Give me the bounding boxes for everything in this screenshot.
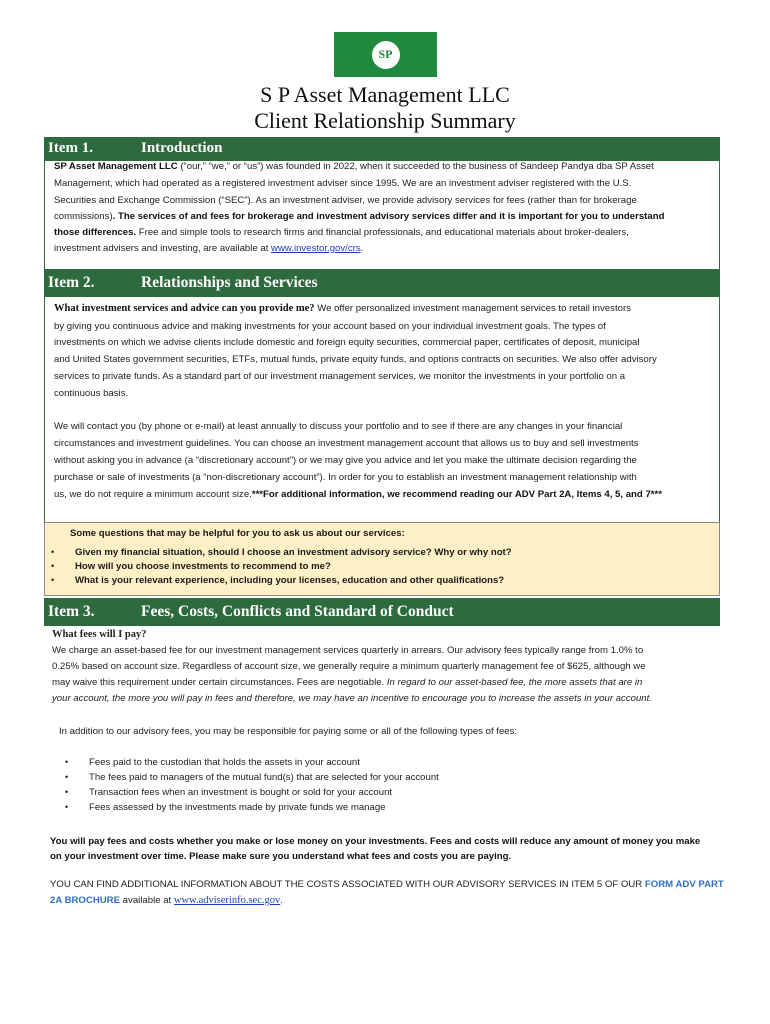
item2-question: What investment services and advice can you provide me?	[54, 303, 315, 314]
item2-header	[44, 269, 720, 297]
form-adv-link-cont[interactable]: 2A BROCHURE	[50, 895, 121, 906]
item3-line: We charge an asset-based fee for our investment management services quarterly in arrears. Our advisory fees typically range from 1.0% to	[52, 645, 644, 656]
fee-item: The fees paid to managers of the mutual fund(s) that are selected for your account	[89, 772, 439, 783]
item2-line: services to private funds. As a standard part of our investment management services, we monitor the investments in your portfolio on a	[54, 371, 626, 382]
item2-number: Item 2.	[48, 274, 95, 291]
item1-text: .	[360, 243, 364, 254]
form-adv-link[interactable]: FORM ADV PART	[644, 879, 724, 890]
item3-text: YOU CAN FIND ADDITIONAL INFORMATION ABOUT THE COSTS ASSOCIATED WITH OUR ADVISORY SERVICES IN ITEM 5 OF OUR	[50, 879, 645, 890]
item3-line	[50, 876, 724, 893]
fee-item: Fees paid to the custodian that holds the assets in your account	[89, 757, 360, 768]
logo	[334, 32, 437, 77]
item2-text: us, we do not require a minimum account size.	[54, 489, 252, 500]
fee-item: Transaction fees when an investment is bought or sold for your account	[89, 787, 393, 798]
questions-box	[44, 522, 720, 596]
item3-line: In addition to our advisory fees, you may be responsible for paying some or all of the following types of fees:	[59, 726, 518, 737]
bullet: •	[65, 772, 69, 782]
bullet: •	[51, 575, 55, 585]
item1-bold-text: . The services of and fees for brokerage and investment advisory services differ and it is important for you to understand	[112, 211, 665, 222]
bullet: •	[51, 561, 55, 571]
item1-line: Management, which had operated as a registered investment adviser since 1995. We are an investment adviser registered with the U.S.	[54, 178, 632, 189]
adviserinfo-link[interactable]: www.adviserinfo.sec.gov	[173, 895, 281, 906]
item1-line	[54, 158, 654, 175]
item2-bold-text: ***For additional information, we recommend reading our ADV Part 2A, Items 4, 5, and 7***	[251, 489, 662, 500]
questions-header: Some questions that may be helpful for you to ask us about our services:	[70, 528, 405, 539]
investor-gov-link[interactable]: www.investor.gov/crs	[271, 243, 361, 254]
question-item: Given my financial situation, should I choose an investment advisory service? Why or why not?	[75, 547, 512, 558]
item3-italic-text: In regard to our asset-based fee, the more assets that are in	[386, 677, 643, 688]
bullet: •	[65, 757, 69, 767]
item1-title: Introduction	[141, 140, 223, 156]
item3-italic-text: your account, the more you will pay in fees and therefore, we may have an incentive to encourage you to increase the assets in your account.	[52, 693, 652, 704]
item2-line: by giving you continuous advice and making investments for your account based on your individual investment goals. The types of	[54, 321, 606, 332]
bullet: •	[65, 802, 69, 812]
item2-line: continuous basis.	[54, 388, 129, 399]
item2-text: We offer personalized investment management services to retail investors	[314, 303, 631, 314]
item1-line	[54, 240, 363, 257]
item3-title: Fees, Costs, Conflicts and Standard of Conduct	[141, 603, 454, 620]
bullet: •	[51, 547, 55, 557]
item3-text: .	[280, 895, 283, 906]
item1-line	[54, 208, 664, 225]
item3-text: may waive this requirement under certain circumstances. Fees are negotiable.	[52, 677, 387, 688]
page-subtitle: Client Relationship Summary	[254, 108, 516, 133]
item3-line: 0.25% based on account size. Regardless of account size, we generally require a minimum quarterly management fee of $625, although we	[52, 661, 646, 672]
bullet: •	[65, 787, 69, 797]
item3-text: available at	[120, 895, 174, 906]
item1-text: Free and simple tools to research firms and financial professionals, and educational materials about broker-dealers,	[136, 227, 629, 238]
fees-warning-line: You will pay fees and costs whether you make or lose money on your investments. Fees and costs will reduce any amount of money you make	[50, 836, 701, 847]
item2-line	[54, 300, 631, 317]
item2-line: purchase or sale of investments (a “non-discretionary account”). In order for you to establish an investment management relationship with	[54, 472, 637, 483]
firm-name: SP Asset Management LLC	[54, 161, 178, 172]
page-title: S P Asset Management LLC	[260, 82, 510, 107]
item3-number: Item 3.	[48, 603, 95, 620]
item1-text: (“our,” “we,” or “us”) was founded in 2022, when it succeeded to the business of Sandeep Pandya dba SP Asset	[177, 161, 654, 172]
item1-text: investment advisers and investing, are available at	[54, 243, 272, 254]
item1-bold-text: those differences.	[54, 227, 137, 238]
item2-line: circumstances and investment guidelines. You can choose an investment management account that allows us to buy and sell investments	[54, 438, 639, 449]
item3-line	[52, 690, 652, 707]
question-item: What is your relevant experience, including your licenses, education and other qualifications?	[75, 575, 505, 586]
item2-line: and United States government securities, ETFs, mutual funds, private equity funds, and options contracts on securities. We also offer advisory	[54, 354, 657, 365]
item3-line	[50, 892, 283, 909]
item2-line: without asking you in advance (a “discretionary account”) or we may give you advice and let you make the ultimate decision regarding the	[54, 455, 637, 466]
item3-header	[44, 598, 720, 626]
item3-line	[52, 674, 642, 691]
item1-number: Item 1.	[48, 140, 93, 156]
question-item: How will you choose investments to recommend to me?	[75, 561, 331, 572]
fee-item: Fees assessed by the investments made by private funds we manage	[89, 802, 386, 813]
item2-title: Relationships and Services	[141, 274, 318, 291]
item2-line: We will contact you (by phone or e-mail) at least annually to discuss your portfolio and to see if there are any changes in your financial	[54, 421, 623, 432]
item2-line: investments on which we advise clients include domestic and foreign equity securities, commercial paper, certificates of deposit, municipal	[54, 337, 640, 348]
item2-line	[54, 486, 662, 503]
item1-line	[54, 224, 629, 241]
item1-line: Securities and Exchange Commission (“SEC”). As an investment adviser, we provide advisory services for fees (rather than for brokerage	[54, 195, 637, 206]
fees-warning-line: on your investment over time. Please make sure you understand what fees and costs you are paying.	[50, 851, 512, 862]
logo-mark: SP	[372, 41, 400, 69]
item1-text: commissions)	[54, 211, 113, 222]
item3-question: What fees will I pay?	[52, 629, 147, 640]
